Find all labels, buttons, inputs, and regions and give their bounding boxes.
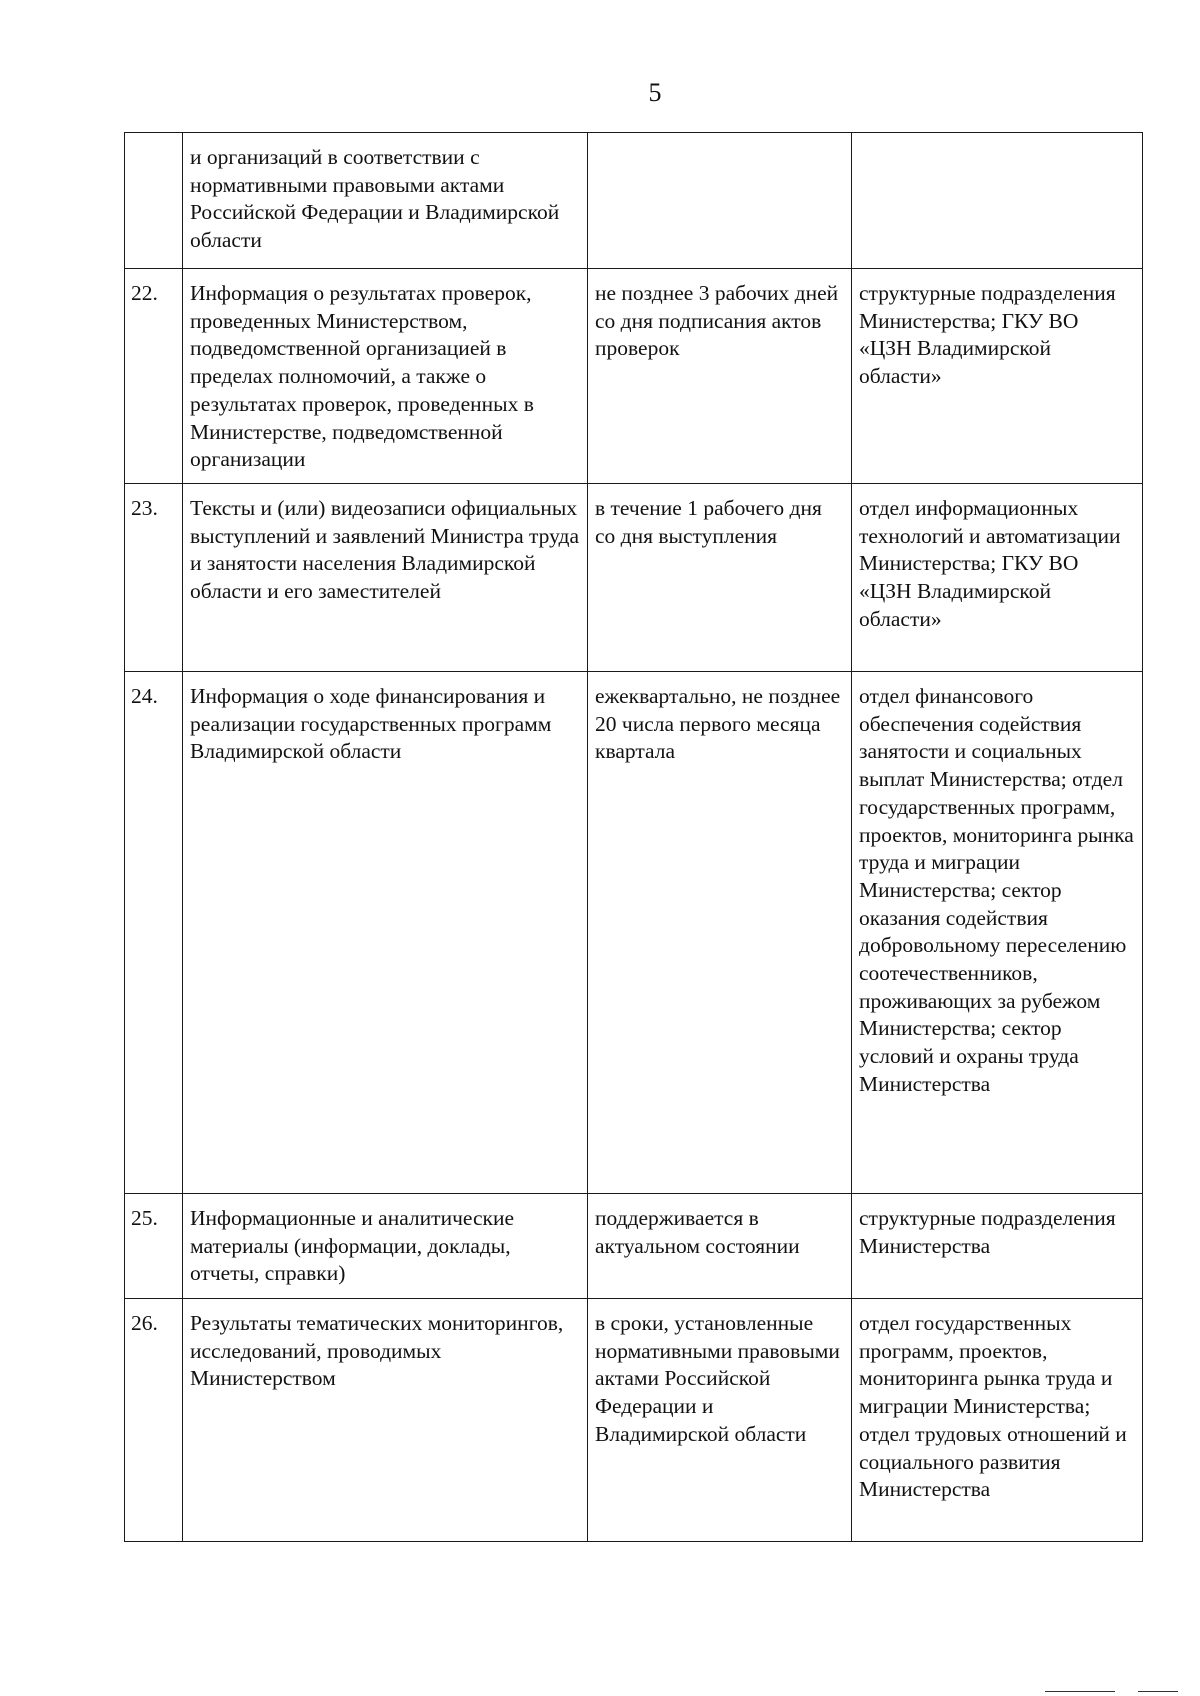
table-row: [125, 484, 1143, 672]
responsible-cell: [852, 133, 1143, 269]
row-number: [125, 133, 183, 269]
deadline-cell: [588, 133, 852, 269]
row-number: 22.: [125, 269, 183, 484]
row-number: 23.: [125, 484, 183, 672]
deadline-cell: в течение 1 рабочего дня со дня выступления: [588, 484, 852, 672]
responsible-cell: отдел информационных технологий и автоматизации Министерства; ГКУ ВО «ЦЗН Владимирской области»: [852, 484, 1143, 672]
deadline-cell: поддерживается в актуальном состоянии: [588, 1194, 852, 1299]
responsible-cell: структурные подразделения Министерства; ГКУ ВО «ЦЗН Владимирской области»: [852, 269, 1143, 484]
page-number: 5: [648, 78, 662, 107]
table-row: [125, 1194, 1143, 1299]
deadline-cell: ежеквартально, не позднее 20 числа первого месяца квартала: [588, 672, 852, 1194]
responsible-cell: отдел финансового обеспечения содействия занятости и социальных выплат Министерства; отдел государственных программ, проектов, мониторинга рынка труда и миграции Министерства; сектор оказания содействия добровольному переселению соотечественников, проживающих за рубежом Министерства; сектор условий и охраны труда Министерства: [852, 672, 1143, 1194]
disclosure-table: [124, 132, 1143, 1542]
footer-rule: [1045, 1691, 1115, 1692]
responsible-cell: отдел государственных программ, проектов, мониторинга рынка труда и миграции Министерства; отдел трудовых отношений и социального развития Министерства: [852, 1299, 1143, 1542]
info-cell: Информация о ходе финансирования и реализации государственных программ Владимирской области: [183, 672, 588, 1194]
info-cell: Результаты тематических мониторингов, исследований, проводимых Министерством: [183, 1299, 588, 1542]
deadline-cell: в сроки, установленные нормативными правовыми актами Российской Федерации и Владимирской области: [588, 1299, 852, 1542]
row-number: 26.: [125, 1299, 183, 1542]
row-number: 25.: [125, 1194, 183, 1299]
deadline-cell: не позднее 3 рабочих дней со дня подписания актов проверок: [588, 269, 852, 484]
info-cell: и организаций в соответствии с нормативными правовыми актами Российской Федерации и Владимирской области: [183, 133, 588, 269]
table-row: [125, 133, 1143, 269]
responsible-cell: структурные подразделения Министерства: [852, 1194, 1143, 1299]
table-row: [125, 1299, 1143, 1542]
table-row: [125, 269, 1143, 484]
footer-rule: [1138, 1691, 1178, 1692]
info-cell: Информация о результатах проверок, проведенных Министерством, подведомственной организацией в пределах полномочий, а также о результатах проверок, проведенных в Министерстве, подведомственной организации: [183, 269, 588, 484]
row-number: 24.: [125, 672, 183, 1194]
info-cell: Информационные и аналитические материалы (информации, доклады, отчеты, справки): [183, 1194, 588, 1299]
table-row: [125, 672, 1143, 1194]
info-cell: Тексты и (или) видеозаписи официальных выступлений и заявлений Министра труда и занятости населения Владимирской области и его заместителей: [183, 484, 588, 672]
